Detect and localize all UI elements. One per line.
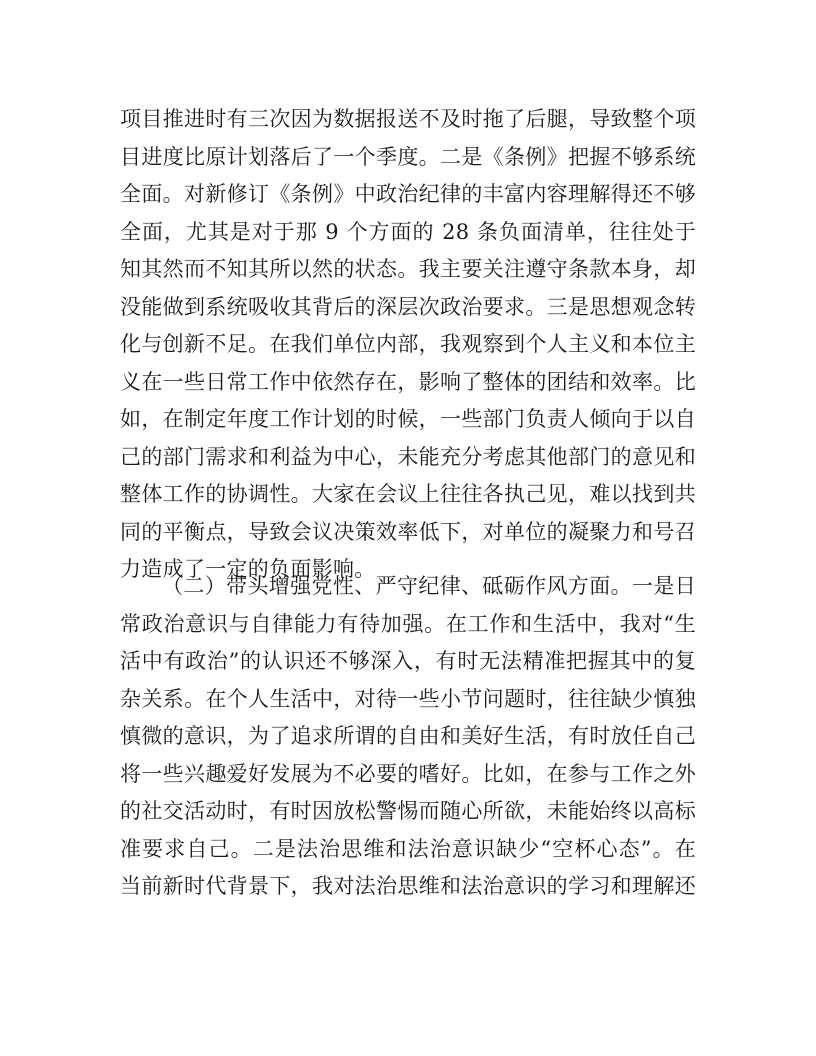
text-line: 整体工作的协调性。大家在会议上往往各执己见，难以找到共 [120,482,696,506]
text-line: 目进度比原计划落后了一个季度。二是《条例》把握不够系统 [120,144,696,169]
text-line: 准要求自己。二是法治思维和法治意识缺少“空杯心态”。在 [120,836,696,861]
text-line: 项目推进时有三次因为数据报送不及时拖了后腿，导致整个项 [120,107,696,131]
text-line: 全面，尤其是对于那 9 个方面的 28 条负面清单，往往处于 [120,219,696,244]
text-line: 杂关系。在个人生活中，对待一些小节问题时，往往缺少慎独 [120,686,696,711]
text-line: 的社交活动时，有时因放松警惕而随心所欲，未能始终以高标 [120,799,696,823]
text-line: 将一些兴趣爱好发展为不必要的嗜好。比如，在参与工作之外 [120,761,696,786]
text-line: 没能做到系统吸收其背后的深层次政治要求。三是思想观念转 [120,294,696,319]
text-line: 活中有政治”的认识还不够深入，有时无法精准把握其中的复 [120,649,696,673]
section-two-paragraph [120,568,696,906]
text-line: 当前新时代背景下，我对法治思维和法治意识的学习和理解还 [120,874,696,898]
text-line: 力造成了一定的负面影响。 [120,557,376,581]
text-line-indented: （二）带头增强党性、严守纪律、砥砺作风方面。一是日 [162,574,696,598]
text-line: 全面。对新修订《条例》中政治纪律的丰富内容理解得还不够 [120,182,696,206]
text-line: 同的平衡点，导致会议决策效率低下，对单位的凝聚力和号召 [120,519,696,544]
paragraph-continuation [120,101,696,589]
text-line: 慎微的意识，为了追求所谓的自由和美好生活，有时放任自己 [120,724,696,748]
text-line: 常政治意识与自律能力有待加强。在工作和生活中，我对“生 [120,611,696,636]
text-line: 化与创新不足。在我们单位内部，我观察到个人主义和本位主 [120,332,696,356]
text-line: 义在一些日常工作中依然存在，影响了整体的团结和效率。比 [120,369,696,394]
text-line: 己的部门需求和利益为中心，未能充分考虑其他部门的意见和 [120,444,696,469]
text-line: 知其然而不知其所以然的状态。我主要关注遵守条款本身，却 [120,257,696,281]
text-line: 如，在制定年度工作计划的时候，一些部门负责人倾向于以自 [120,407,696,431]
